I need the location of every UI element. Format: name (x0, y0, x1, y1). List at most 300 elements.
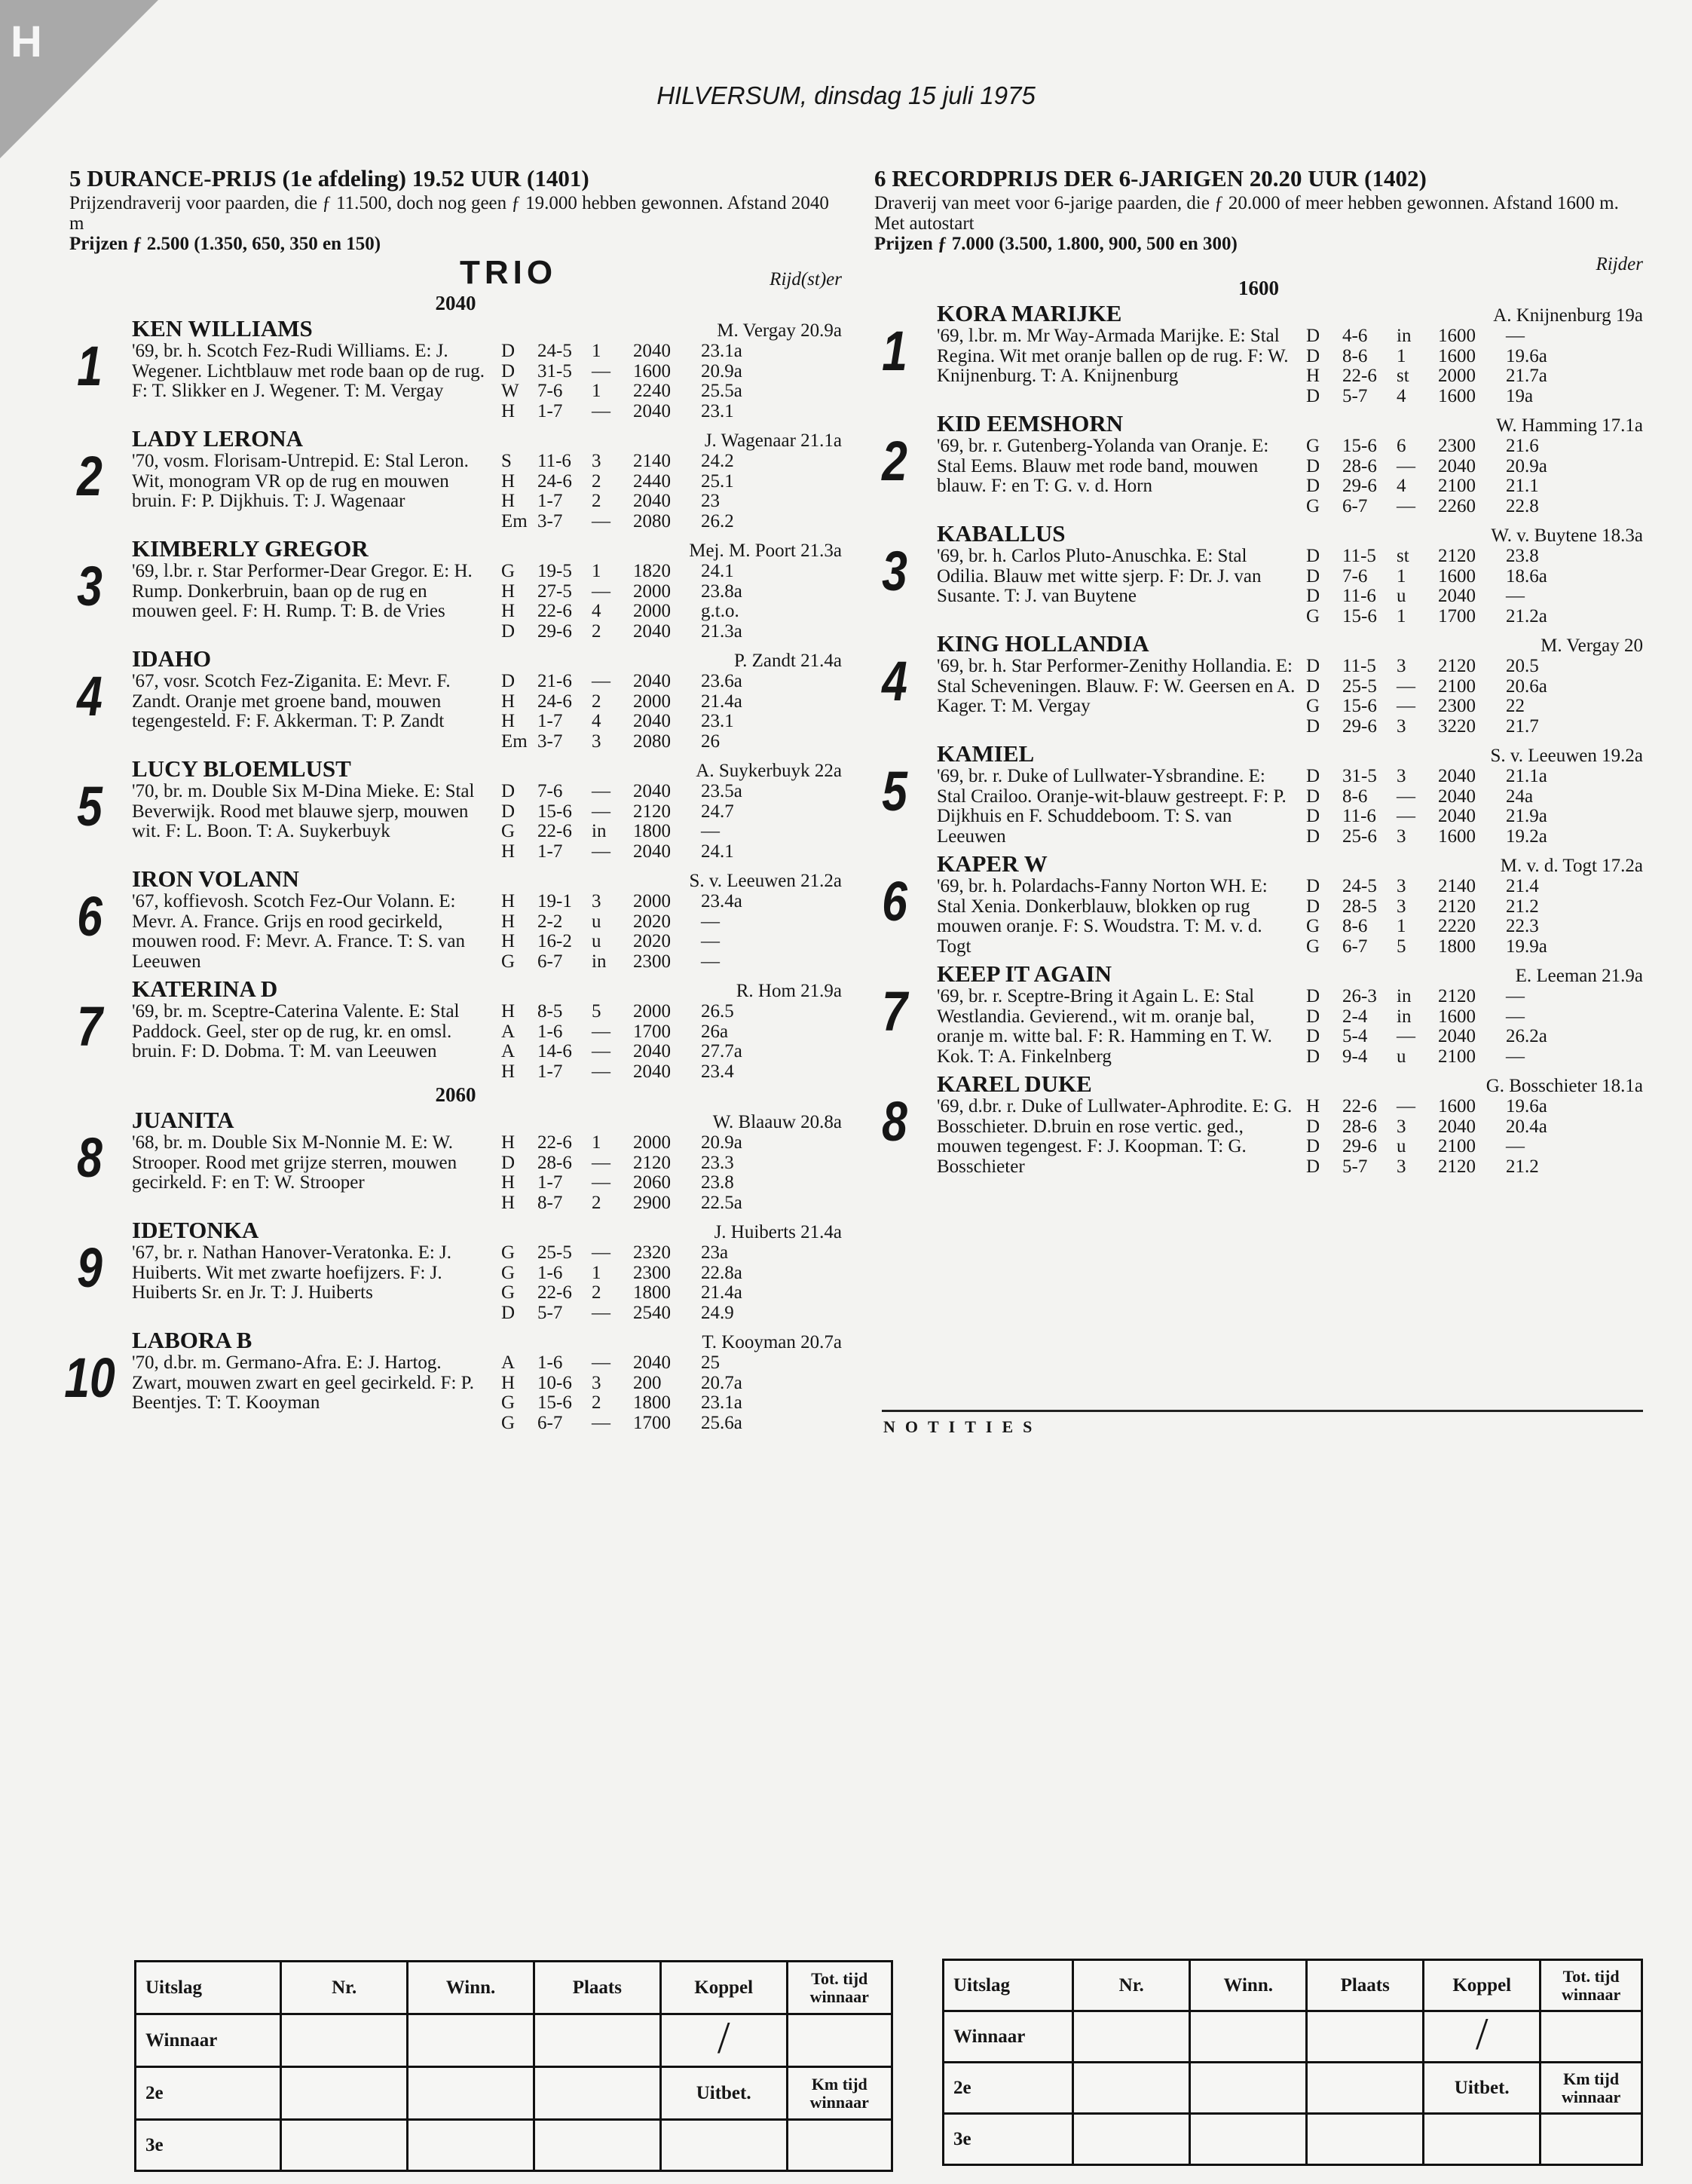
performance-cell: 19.6a (1506, 345, 1547, 366)
performance-cell: — (592, 510, 610, 531)
performance-cell: 2-4 (1342, 1006, 1368, 1027)
performance-cell: in (1397, 1006, 1412, 1027)
performance-cell: 2120 (1438, 896, 1476, 917)
performance-list (1306, 326, 1574, 406)
performance-cell: 19.2a (1506, 826, 1547, 847)
horse-description: '69, br. h. Polardachs-Fanny Norton WH. E: Stal Xenia. Donkerblauw, blokken op rug mouwen oranje. F: S. Woudstra. T: M. v. d. Togt (937, 876, 1268, 957)
2e-winn-cell[interactable] (408, 2067, 534, 2120)
header-winn: Winn. (408, 1962, 534, 2014)
jockey-rating: M. Vergay 20.9a (717, 320, 842, 341)
performance-cell: 23.4 (701, 1061, 734, 1082)
performance-cell: u (1397, 1136, 1406, 1156)
performance-cell: G (501, 1282, 516, 1303)
performance-cell: 2 (592, 620, 601, 642)
horse-description: '69, br. r. Duke of Lullwater-Ysbrandine. E: Stal Crailoo. Oranje-wit-blauw gestreept. F: P. Dijkhuis en F. Schuddeboom. T: S. van Leeuwen (937, 766, 1287, 847)
performance-cell: 2300 (633, 1262, 671, 1283)
jockey-rating: R. Hom 21.9a (736, 981, 842, 1001)
uitbet-cell[interactable] (660, 2120, 787, 2171)
horse-description: '69, br. m. Sceptre-Caterina Valente. E: Stal Paddock. Geel, ster op de rug, kr. en omsl. bruin. F: D. Dobma. T: M. van Leeuwen (132, 1001, 460, 1061)
horse-description: '69, br. h. Star Performer-Zenithy Hollandia. E: Stal Scheveningen. Blauw. F: W. Geersen en A. Kager. T: M. Vergay (937, 656, 1296, 716)
performance-cell: 6-7 (537, 951, 563, 972)
performance-cell: — (592, 360, 610, 381)
race-6-column (874, 164, 1643, 1181)
performance-row (1306, 987, 1574, 1007)
performance-cell: u (1397, 1046, 1406, 1067)
performance-cell: D (1306, 455, 1320, 476)
horse-name: KABALLUS (937, 520, 1066, 547)
performance-cell: — (1506, 586, 1525, 606)
performance-cell: 1700 (633, 1412, 671, 1433)
start-number: 8 (77, 1126, 102, 1189)
performance-cell: 2100 (1438, 1046, 1476, 1067)
performance-cell: 4-6 (1342, 326, 1368, 346)
performance-cell: 2040 (633, 400, 671, 421)
performance-cell: 11-6 (1342, 806, 1376, 826)
horse-entry (69, 536, 842, 642)
performance-cell: H (501, 491, 516, 511)
performance-cell: 21.9a (1506, 806, 1547, 826)
performance-cell: S (501, 451, 512, 471)
performance-cell: 19.9a (1506, 936, 1547, 957)
performance-cell: 1 (1397, 565, 1406, 587)
performance-cell: 29-6 (1342, 715, 1377, 737)
performance-cell: 11-5 (1342, 656, 1376, 676)
performance-cell: A (501, 1352, 516, 1373)
performance-row (1306, 677, 1574, 697)
performance-cell: 24-5 (1342, 876, 1377, 896)
performance-cell: 23.8 (701, 1172, 734, 1193)
2e-nr-cell[interactable] (281, 2067, 408, 2120)
performance-cell: G (501, 1412, 516, 1433)
winnaar-nr-cell[interactable] (281, 2014, 408, 2067)
start-number: 10 (64, 1346, 115, 1409)
horse-entry (69, 646, 842, 752)
jockey-rating: J. Wagenaar 21.1a (704, 430, 842, 451)
header-koppel: Koppel (660, 1962, 787, 2014)
performance-list (1306, 987, 1574, 1067)
performance-row (501, 452, 769, 472)
performance-cell: 2040 (633, 711, 671, 731)
horse-entry (874, 1071, 1643, 1177)
3e-plaats-cell[interactable] (1307, 2114, 1424, 2165)
performance-cell: — (592, 1412, 610, 1433)
performance-cell: 2100 (1438, 675, 1476, 697)
performance-cell: 23.8 (1506, 546, 1539, 566)
performance-cell: 2100 (1438, 476, 1476, 496)
performance-cell: H (501, 841, 516, 862)
performance-cell: — (1397, 675, 1415, 697)
performance-cell: 23.1a (701, 1392, 742, 1413)
performance-row (1306, 567, 1574, 587)
performance-cell: 2040 (633, 781, 671, 801)
horse-name: KORA MARIJKE (937, 300, 1122, 326)
result-table-race-5 (134, 1960, 893, 2172)
performance-cell: 2 (592, 691, 601, 712)
performance-cell: 27-5 (537, 580, 572, 602)
performance-cell: 1 (1397, 345, 1406, 366)
performance-cell: 1 (592, 381, 601, 401)
performance-row (501, 1173, 769, 1193)
performance-cell: 2040 (1438, 786, 1476, 807)
performance-cell: 29-6 (1342, 1136, 1377, 1156)
3e-winn-cell[interactable] (408, 2120, 534, 2171)
3e-plaats-cell[interactable] (534, 2120, 660, 2171)
header-nr: Nr. (281, 1962, 408, 2014)
performance-cell: 2020 (633, 931, 671, 951)
performance-cell: 25.5a (701, 381, 742, 401)
winnaar-nr-cell[interactable] (1073, 2011, 1190, 2063)
performance-cell: 23.1 (701, 400, 734, 421)
performance-cell: 24.2 (701, 451, 734, 471)
performance-cell: 21.1a (1506, 766, 1547, 786)
performance-cell: — (1397, 455, 1415, 476)
performance-cell: — (1506, 1046, 1525, 1067)
performance-cell: 9-4 (1342, 1046, 1368, 1067)
horse-name: KATERINA D (132, 976, 278, 1002)
performance-cell: H (501, 1192, 516, 1213)
performance-cell: 6-7 (1342, 495, 1368, 516)
performance-cell: — (592, 801, 610, 822)
horse-entry (874, 961, 1643, 1067)
performance-row (501, 1022, 769, 1043)
horse-description: '69, br. r. Sceptre-Bring it Again L. E: Stal Westlandia. Gevierend., wit m. oranje bal, oranje m. witte bal. F: R. Hamming en T. W. Kok. T: A. Finkelnberg (937, 986, 1272, 1067)
performance-cell: — (592, 781, 610, 801)
performance-row (501, 1243, 769, 1264)
performance-row (501, 1393, 769, 1414)
performance-cell: 24-6 (537, 691, 572, 712)
performance-cell: 20.7a (701, 1372, 742, 1393)
performance-cell: 15-6 (1342, 605, 1377, 626)
km-tijd-cell[interactable] (787, 2120, 892, 2171)
performance-cell: G (501, 1392, 516, 1413)
horse-description: '69, l.br. m. Mr Way-Armada Marijke. E: Stal Regina. Wit met oranje ballen op de rug. F: W. Knijnenburg. T: A. Knijnenburg (937, 326, 1289, 386)
performance-cell: 1-7 (537, 400, 563, 421)
performance-cell: 21-6 (537, 671, 572, 691)
performance-cell: 19-1 (537, 891, 572, 911)
performance-cell: D (1306, 786, 1320, 807)
horse-entry (874, 851, 1643, 957)
km-tijd-cell[interactable] (1541, 2114, 1642, 2165)
performance-row (501, 1303, 769, 1324)
performance-row (501, 672, 769, 692)
performance-row (501, 1283, 769, 1303)
performance-cell: 29-6 (537, 620, 572, 642)
distance-2040: 2040 (435, 292, 476, 314)
performance-cell: D (1306, 546, 1320, 566)
performance-row (1306, 497, 1574, 517)
horse-name: KAMIEL (937, 740, 1035, 767)
horse-entry (69, 1107, 842, 1213)
performance-cell: 2260 (1438, 495, 1476, 516)
performance-row (1306, 476, 1574, 497)
tot-tijd-cell[interactable] (1541, 2011, 1642, 2063)
performance-cell: — (1506, 986, 1525, 1006)
performance-cell: D (1306, 345, 1320, 366)
performance-cell: D (1306, 715, 1320, 737)
performance-cell: 11-5 (1342, 546, 1376, 566)
performance-cell: u (592, 911, 601, 932)
performance-cell: 20.9a (701, 360, 742, 381)
performance-cell: D (1306, 1006, 1320, 1027)
performance-cell: 21.2a (1506, 605, 1547, 626)
performance-cell: 21.3a (701, 620, 742, 642)
performance-cell: 2300 (1438, 436, 1476, 456)
performance-cell: 2000 (633, 1132, 671, 1153)
performance-row (501, 602, 769, 622)
performance-cell: 2000 (633, 691, 671, 712)
performance-row (1306, 697, 1574, 717)
performance-cell: 19a (1506, 385, 1534, 406)
jockey-rating: T. Kooyman 20.7a (702, 1332, 842, 1352)
performance-cell: 3 (1397, 656, 1406, 676)
race-5-column (64, 164, 842, 1438)
performance-cell: — (701, 821, 720, 841)
start-number: 8 (882, 1090, 907, 1153)
performance-cell: 28-6 (537, 1152, 572, 1173)
performance-row (1306, 937, 1574, 957)
performance-cell: 26 (701, 731, 720, 752)
horse-name: IDAHO (132, 645, 212, 672)
performance-row (501, 1062, 769, 1083)
uitbet-label: Uitbet. (1424, 2063, 1541, 2114)
performance-cell: D (1306, 1046, 1320, 1067)
performance-cell: 2040 (1438, 1026, 1476, 1046)
performance-cell: in (1397, 326, 1412, 346)
start-number: 6 (77, 885, 102, 948)
horse-name: KAPER W (937, 850, 1048, 877)
performance-cell: 2140 (633, 451, 671, 471)
performance-cell: 2300 (633, 951, 671, 972)
performance-row (1306, 1007, 1574, 1028)
performance-cell: 2040 (1438, 806, 1476, 826)
performance-cell: 23.8a (701, 580, 742, 602)
start-number: 7 (77, 995, 102, 1058)
performance-cell: 1 (592, 1132, 601, 1153)
performance-cell: 22-6 (1342, 1096, 1377, 1117)
performance-cell: G (501, 561, 516, 581)
performance-cell: 8-6 (1342, 786, 1368, 807)
winnaar-plaats-cell[interactable] (1307, 2011, 1424, 2063)
performance-cell: 19.6a (1506, 1096, 1547, 1117)
performance-cell: 3 (1397, 826, 1406, 847)
performance-cell: 2 (592, 1282, 601, 1303)
2e-plaats-cell[interactable] (534, 2067, 660, 2120)
performance-cell: H (501, 1061, 516, 1082)
performance-row (1306, 1137, 1574, 1157)
performance-row (1306, 877, 1574, 897)
tot-tijd-cell[interactable] (787, 2014, 892, 2067)
performance-cell: 19-5 (537, 561, 572, 581)
2e-nr-cell[interactable] (1073, 2063, 1190, 2114)
section-letter: H (11, 17, 42, 66)
performance-cell: 7-6 (537, 781, 563, 801)
horse-name: IDETONKA (132, 1217, 259, 1243)
performance-cell: Em (501, 510, 528, 531)
performance-cell: 2120 (1438, 546, 1476, 566)
performance-cell: 26.2 (701, 510, 734, 531)
performance-row (501, 472, 769, 492)
row-winnaar-label: Winnaar (944, 2011, 1073, 2063)
performance-row (501, 912, 769, 933)
performance-cell: 22-6 (537, 601, 572, 621)
horse-name: IRON VOLANN (132, 865, 299, 892)
performance-cell: 21.4 (1506, 876, 1539, 896)
horse-description: '70, d.br. m. Germano-Afra. E: J. Hartog. Zwart, mouwen zwart en geel gecirkeld. F: P. Beentjes. T: T. Kooyman (132, 1352, 475, 1413)
performance-row (501, 892, 769, 912)
2e-plaats-cell[interactable] (1307, 2063, 1424, 2114)
horse-description: '69, br. h. Carlos Pluto-Anuschka. E: Stal Odilia. Blauw met witte sjerp. F: Dr. J. van Susante. T: J. van Buytene (937, 546, 1262, 606)
performance-cell: 21.7 (1506, 715, 1539, 737)
performance-cell: 2-2 (537, 911, 563, 932)
performance-cell: 3 (1397, 766, 1406, 786)
race-5-title: 5 DURANCE-PRIJS (1e afdeling) 19.52 UUR (1401) (69, 165, 589, 191)
performance-row (1306, 326, 1574, 347)
jockey-rating: S. v. Leeuwen 19.2a (1490, 746, 1643, 766)
race-5-description: Prijzendraverij voor paarden, die ƒ 11.500, doch nog geen ƒ 19.000 hebben gewonnen. Afstand 2040 m (69, 193, 829, 234)
start-number: 6 (882, 870, 907, 933)
uitbet-cell[interactable] (1424, 2114, 1541, 2165)
performance-cell: 1 (1397, 605, 1406, 626)
performance-list (501, 1353, 769, 1433)
start-number: 1 (882, 320, 907, 382)
performance-cell: — (701, 951, 720, 972)
performance-cell: — (592, 400, 610, 421)
performance-cell: D (1306, 586, 1320, 606)
performance-cell: H (501, 911, 516, 932)
performance-cell: 3-7 (537, 510, 563, 531)
performance-cell: D (501, 781, 516, 801)
performance-row (1306, 1097, 1574, 1117)
performance-cell: 1700 (633, 1021, 671, 1042)
performance-cell: D (1306, 675, 1320, 697)
performance-row (501, 1002, 769, 1022)
performance-cell: 2900 (633, 1192, 671, 1213)
performance-list (501, 782, 769, 862)
3e-nr-cell[interactable] (281, 2120, 408, 2171)
performance-cell: 3220 (1438, 715, 1476, 737)
performance-cell: 2040 (633, 1061, 671, 1082)
start-number: 3 (882, 540, 907, 602)
performance-cell: 22.5a (701, 1192, 742, 1213)
uitbet-label: Uitbet. (660, 2067, 787, 2120)
performance-cell: — (592, 1242, 610, 1263)
horse-entry (69, 316, 842, 421)
performance-row (501, 512, 769, 532)
performance-row (501, 1353, 769, 1374)
performance-cell: 2 (592, 1192, 601, 1213)
performance-cell: 11-6 (1342, 586, 1376, 606)
horse-entry (874, 301, 1643, 406)
koppel-slash: / (660, 2014, 787, 2067)
performance-cell: — (1506, 326, 1525, 346)
horse-name: KAREL DUKE (937, 1071, 1092, 1097)
header-tot-tijd: Tot. tijd winnaar (1541, 1960, 1642, 2011)
performance-cell: G (501, 951, 516, 972)
performance-cell: G (1306, 936, 1320, 957)
start-number: 7 (882, 980, 907, 1043)
performance-cell: 2220 (1438, 916, 1476, 936)
performance-cell: 24a (1506, 786, 1534, 807)
header-koppel: Koppel (1424, 1960, 1541, 2011)
3e-winn-cell[interactable] (1190, 2114, 1307, 2165)
performance-cell: 25-6 (1342, 826, 1377, 847)
winnaar-winn-cell[interactable] (1190, 2011, 1307, 2063)
performance-cell: 2040 (1438, 766, 1476, 786)
performance-list (501, 892, 769, 972)
performance-cell: 24.1 (701, 561, 734, 581)
performance-row (501, 492, 769, 512)
performance-cell: in (592, 951, 607, 972)
performance-row (501, 562, 769, 582)
performance-row (501, 692, 769, 712)
performance-cell: 1800 (633, 821, 671, 841)
winnaar-plaats-cell[interactable] (534, 2014, 660, 2067)
2e-winn-cell[interactable] (1190, 2063, 1307, 2114)
performance-cell: 1-7 (537, 841, 563, 862)
performance-cell: 24.7 (701, 801, 734, 822)
horse-name: KEN WILLIAMS (132, 315, 313, 342)
performance-cell: 28-6 (1342, 455, 1377, 476)
performance-cell: D (1306, 986, 1320, 1006)
performance-cell: D (501, 360, 516, 381)
performance-cell: D (1306, 565, 1320, 587)
performance-cell: 26.5 (701, 1001, 734, 1022)
start-number: 2 (77, 445, 102, 507)
performance-cell: 2040 (633, 491, 671, 511)
performance-cell: st (1397, 366, 1409, 386)
performance-cell: 31-5 (1342, 766, 1377, 786)
performance-cell: 21.2 (1506, 896, 1539, 917)
start-number: 9 (77, 1236, 102, 1299)
km-tijd-label: Km tijd winnaar (1541, 2063, 1642, 2114)
start-number: 5 (77, 775, 102, 838)
winnaar-winn-cell[interactable] (408, 2014, 534, 2067)
performance-cell: G (1306, 436, 1320, 456)
performance-cell: 24.1 (701, 841, 734, 862)
performance-list (501, 1243, 769, 1323)
performance-cell: — (592, 1041, 610, 1061)
performance-row (1306, 1117, 1574, 1138)
performance-cell: H (501, 1172, 516, 1193)
performance-cell: 24.9 (701, 1302, 734, 1323)
performance-list (1306, 877, 1574, 957)
performance-cell: H (501, 891, 516, 911)
performance-cell: 8-5 (537, 1001, 563, 1022)
performance-cell: — (1506, 1006, 1525, 1027)
row-3e-label: 3e (944, 2114, 1073, 2165)
3e-nr-cell[interactable] (1073, 2114, 1190, 2165)
page-header: HILVERSUM, dinsdag 15 juli 1975 (656, 81, 1036, 109)
performance-cell: 2000 (1438, 366, 1476, 386)
performance-cell: 1 (592, 1262, 601, 1283)
performance-cell: H (501, 1372, 516, 1393)
performance-cell: 1-7 (537, 711, 563, 731)
performance-row (1306, 587, 1574, 607)
race-6-prizes: Prijzen ƒ 7.000 (3.500, 1.800, 900, 500 en 300) (874, 234, 1238, 254)
performance-cell: 1600 (1438, 565, 1476, 587)
performance-row (1306, 807, 1574, 827)
performance-cell: D (501, 1302, 516, 1323)
performance-row (501, 802, 769, 822)
performance-list (501, 672, 769, 752)
jockey-rating: G. Bosschieter 18.1a (1485, 1076, 1643, 1096)
performance-cell: — (592, 1152, 610, 1173)
performance-cell: 2080 (633, 510, 671, 531)
performance-cell: G (1306, 605, 1320, 626)
performance-row (1306, 1047, 1574, 1067)
jockey-rating: W. v. Buytene 18.3a (1491, 525, 1643, 546)
horse-entry (69, 756, 842, 862)
